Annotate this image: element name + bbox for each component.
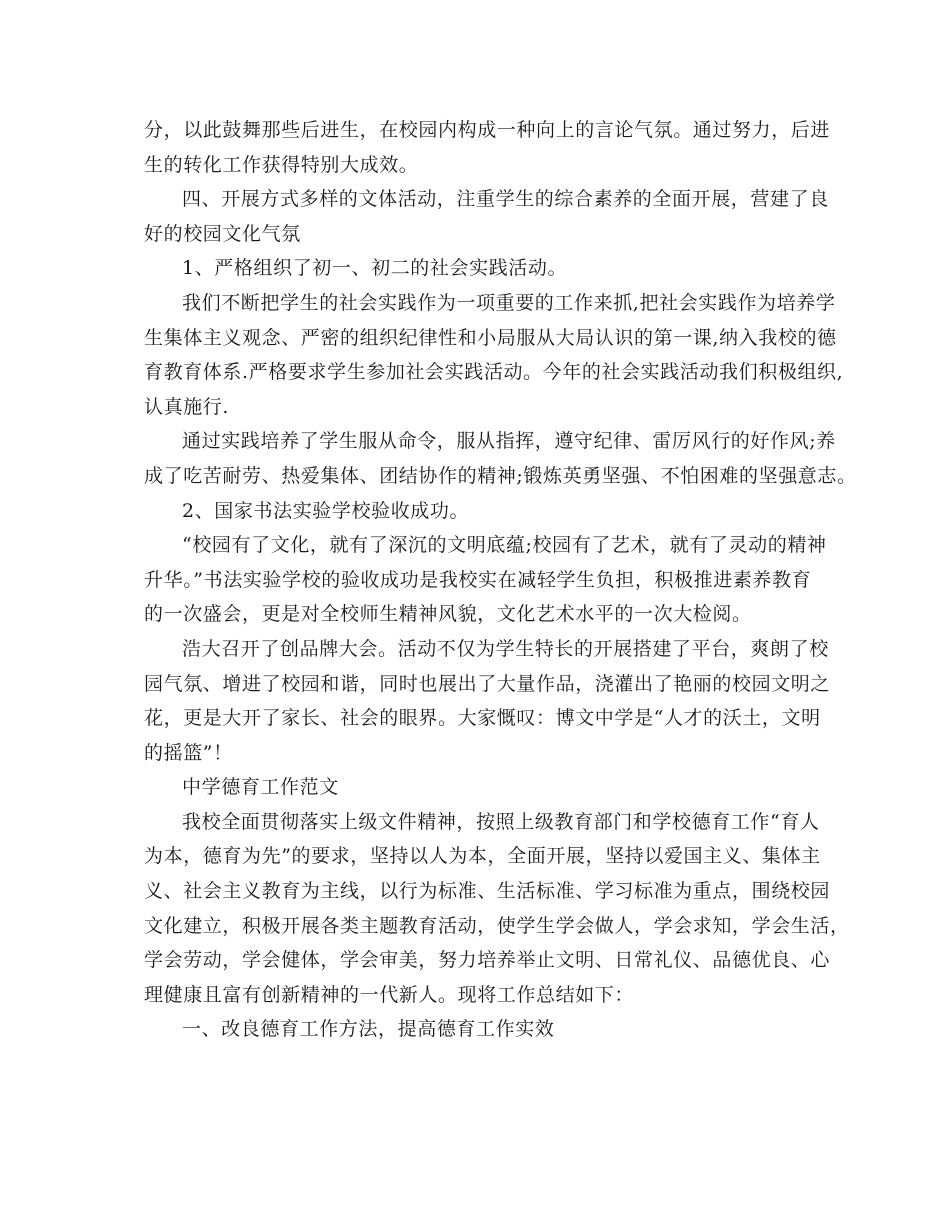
- text-line: 育教育体系.严格要求学生参加社会实践活动。今年的社会实践活动我们积极组织,: [144, 361, 844, 384]
- text-line: 1、严格组织了初一、初二的社会实践活动。: [182, 257, 568, 280]
- text-line: “校园有了文化，就有了深沉的文明底蕴;校园有了艺术，就有了灵动的精神: [182, 534, 827, 557]
- text-line: 一、改良德育工作方法，提高德育工作实效: [182, 1018, 555, 1041]
- text-line: 通过实践培养了学生服从命令，服从指挥，遵守纪律、雷厉风行的好作风;养: [182, 430, 836, 453]
- text-line: 浩大召开了创品牌大会。活动不仅为学生特长的开展搭建了平台，爽朗了校: [182, 637, 829, 660]
- text-line: 成了吃苦耐劳、热爱集体、团结协作的精神;锻炼英勇坚强、不怕困难的坚强意志。: [144, 464, 857, 487]
- text-line: 分，以此鼓舞那些后进生，在校园内构成一种向上的言论气氛。通过努力，后进: [144, 119, 831, 141]
- text-line: 认真施行.: [144, 395, 230, 418]
- text-line: 的摇篮”！: [144, 741, 233, 764]
- text-line: 2、国家书法实验学校验收成功。: [182, 499, 470, 522]
- text-line: 中学德育工作范文: [182, 776, 339, 799]
- text-line: 升华。”书法实验学校的验收成功是我校实在减轻学生负担，积极推进素养教育: [144, 568, 812, 591]
- text-line: 花，更是大开了家长、社会的眼界。大家慨叹：博文中学是“人才的沃土，文明: [144, 707, 821, 730]
- text-line: 生的转化工作获得特别大成效。: [144, 153, 419, 176]
- text-line: 的一次盛会，更是对全校师生精神风貌，文化艺术水平的一次大检阅。: [144, 603, 752, 626]
- text-line: 生集体主义观念、严密的组织纪律性和小局服从大局认识的第一课,纳入我校的德: [144, 326, 837, 349]
- text-line: 园气氛、增进了校园和谐，同时也展出了大量作品，浇灌出了艳丽的校园文明之: [144, 672, 831, 695]
- text-line: 我们不断把学生的社会实践作为一项重要的工作来抓,把社会实践作为培养学: [182, 291, 836, 314]
- text-line: 理健康且富有创新精神的一代新人。现将工作总结如下：: [144, 983, 635, 1006]
- text-line: 为本，德育为先”的要求，坚持以人为本，全面开展，坚持以爱国主义、集体主: [144, 845, 821, 868]
- document-body: [144, 113, 857, 1047]
- text-line: 好的校园文化气氛: [144, 222, 301, 245]
- text-line: 我校全面贯彻落实上级文件精神，按照上级教育部门和学校德育工作“育人: [182, 810, 820, 833]
- text-line: 义、社会主义教育为主线，以行为标准、生活标准、学习标准为重点，围绕校园: [144, 880, 831, 903]
- text-line: 学会劳动，学会健体，学会审美，努力培养举止文明、日常礼仪、品德优良、心: [144, 949, 831, 972]
- text-line: 文化建立，积极开展各类主题教育活动，使学生学会做人，学会求知，学会生活，: [144, 914, 850, 937]
- text-line: 四、开展方式多样的文体活动，注重学生的综合素养的全面开展，营建了良: [182, 188, 829, 211]
